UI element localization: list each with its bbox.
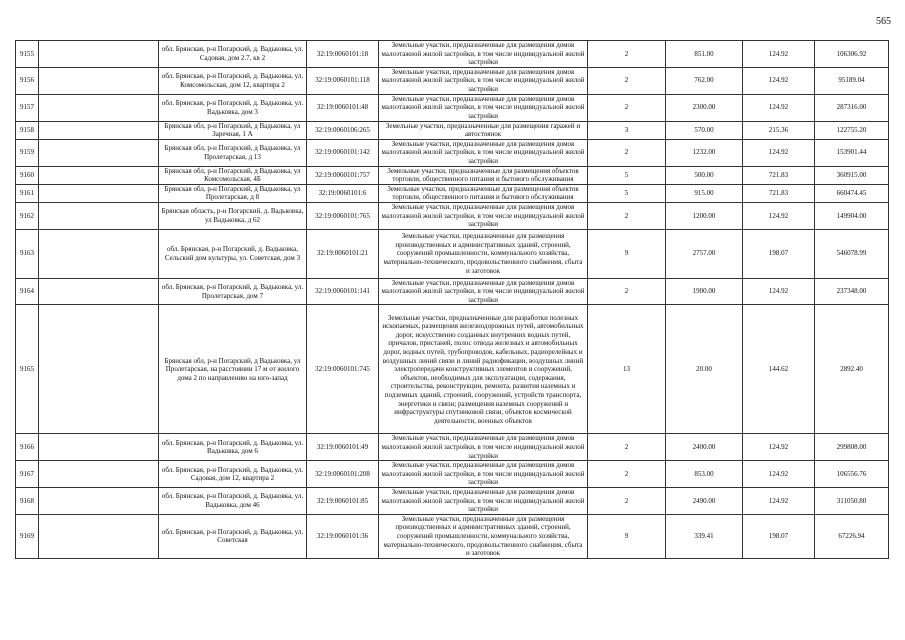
address-cell: Брянская обл, р-н Погарский, д Вадьковка, ул Комсомольская, 4Б <box>159 166 307 184</box>
blank-cell <box>39 121 159 139</box>
table-row <box>16 202 889 229</box>
group-cell: 2 <box>588 94 666 121</box>
address-cell: Брянская область, р-н Погарский, д. Вадьковка, ул Вадьковка, д 62 <box>159 202 307 229</box>
rate-cell: 124.92 <box>743 202 815 229</box>
rate-cell: 215.36 <box>743 121 815 139</box>
address-cell: Брянская обл, р-н Погарский, д Вадьковка, ул Заречная, 1 А <box>159 121 307 139</box>
rate-cell: 198.07 <box>743 514 815 558</box>
rate-cell: 144.62 <box>743 305 815 434</box>
table-row <box>16 305 889 434</box>
blank-cell <box>39 305 159 434</box>
row-number: 9163 <box>16 229 39 278</box>
row-number: 9164 <box>16 278 39 305</box>
rate-cell: 124.92 <box>743 67 815 94</box>
rate-cell: 124.92 <box>743 278 815 305</box>
area-cell: 762.00 <box>666 67 743 94</box>
cadastral-value-cell: 287316.00 <box>815 94 889 121</box>
area-cell: 1232.00 <box>666 139 743 166</box>
blank-cell <box>39 67 159 94</box>
cadastral-number-cell: 32:19:0060101:6 <box>307 184 379 202</box>
cadastral-value-cell: 660474.45 <box>815 184 889 202</box>
page-number: 565 <box>876 16 891 27</box>
land-use-cell: Земельные участки, предназначенные для размещения производственных и административных зданий, строений, сооружений промышленности, коммунального хозяйства, материально-технического, продовольственного снабжения, сбыта и заготовок <box>379 229 588 278</box>
rate-cell: 124.92 <box>743 41 815 68</box>
area-cell: 2490.00 <box>666 488 743 515</box>
cadastral-value-cell: 149904.00 <box>815 202 889 229</box>
group-cell: 2 <box>588 278 666 305</box>
area-cell: 570.00 <box>666 121 743 139</box>
group-cell: 2 <box>588 434 666 461</box>
land-use-cell: Земельные участки, предназначенные для размещения домов малоэтажной жилой застройки, в том числе индивидуальной жилой застройки <box>379 202 588 229</box>
row-number: 9157 <box>16 94 39 121</box>
area-cell: 2400.00 <box>666 434 743 461</box>
table-row <box>16 184 889 202</box>
cadastral-number-cell: 32:19:0060101:208 <box>307 461 379 488</box>
blank-cell <box>39 202 159 229</box>
row-number: 9160 <box>16 166 39 184</box>
cadastral-value-cell: 237348.00 <box>815 278 889 305</box>
cadastral-number-cell: 32:19:0060101:48 <box>307 94 379 121</box>
cadastral-value-cell: 67226.94 <box>815 514 889 558</box>
rate-cell: 721.83 <box>743 166 815 184</box>
area-cell: 500.00 <box>666 166 743 184</box>
blank-cell <box>39 94 159 121</box>
rate-cell: 124.92 <box>743 94 815 121</box>
table-row <box>16 41 889 68</box>
land-use-cell: Земельные участки, предназначенные для разработки полезных ископаемых, размещения железнодорожных путей, автомобильных дорог, искусственно созданных внутренних водных путей, причалов, пристаней, полос отвода железных и автомобильных дорог, водных путей, трубопроводов, кабельных, радиорелейных и воздушных линий связи и линий радиофикации, воздушных линий электропередачи конструктивных элементов и сооружений, объектов, необходимых для эксплуатации, содержания, строительства, реконструкции, ремонта, развития наземных и подземных зданий, строений, сооружений, устройств транспорта, энергетики и связи; размещения наземных сооружений и инфраструктуры спутниковой связи, объектов космической деятельности, военных объектов <box>379 305 588 434</box>
address-cell: Брянская обл, р-н Погарский, д Вадьковка, ул Пролетарская, д 13 <box>159 139 307 166</box>
table-row <box>16 229 889 278</box>
rate-cell: 124.92 <box>743 434 815 461</box>
address-cell: обл. Брянская, р-н Погарский, д. Вадьковка, ул. Вадьковка, дом 6 <box>159 434 307 461</box>
group-cell: 2 <box>588 139 666 166</box>
cadastral-value-cell: 299808.00 <box>815 434 889 461</box>
area-cell: 1900.00 <box>666 278 743 305</box>
row-number: 9158 <box>16 121 39 139</box>
table-row <box>16 514 889 558</box>
group-cell: 2 <box>588 461 666 488</box>
group-cell: 5 <box>588 166 666 184</box>
table-row <box>16 434 889 461</box>
rate-cell: 198.07 <box>743 229 815 278</box>
cadastral-value-cell: 2892.40 <box>815 305 889 434</box>
row-number: 9156 <box>16 67 39 94</box>
group-cell: 2 <box>588 67 666 94</box>
cadastral-number-cell: 32:19:0060106:265 <box>307 121 379 139</box>
cadastral-value-cell: 106556.76 <box>815 461 889 488</box>
rate-cell: 124.92 <box>743 461 815 488</box>
table-row <box>16 488 889 515</box>
address-cell: обл. Брянская, р-н Погарский, д. Вадьковка, ул. Пролетарская, дом 7 <box>159 278 307 305</box>
cadastral-number-cell: 32:19:0060101:36 <box>307 514 379 558</box>
land-use-cell: Земельные участки, предназначенные для размещения домов малоэтажной жилой застройки, в том числе индивидуальной жилой застройки <box>379 41 588 68</box>
land-use-cell: Земельные участки, предназначенные для размещения домов малоэтажной жилой застройки, в том числе индивидуальной жилой застройки <box>379 94 588 121</box>
area-cell: 339.41 <box>666 514 743 558</box>
blank-cell <box>39 166 159 184</box>
area-cell: 853.00 <box>666 461 743 488</box>
area-cell: 915.00 <box>666 184 743 202</box>
cadastral-number-cell: 32:19:0060101:142 <box>307 139 379 166</box>
row-number: 9162 <box>16 202 39 229</box>
cadastral-value-cell: 122755.20 <box>815 121 889 139</box>
land-use-cell: Земельные участки, предназначенные для размещения объектов торговли, общественного питания и бытового обслуживания <box>379 184 588 202</box>
area-cell: 2757.00 <box>666 229 743 278</box>
address-cell: обл. Брянская, р-н Погарский, д. Вадьковка, ул. Комсомольская, дом 12, квартира 2 <box>159 67 307 94</box>
cadastral-value-cell: 106306.92 <box>815 41 889 68</box>
cadastral-number-cell: 32:19:0060101:21 <box>307 229 379 278</box>
blank-cell <box>39 278 159 305</box>
table-row <box>16 67 889 94</box>
land-use-cell: Земельные участки, предназначенные для размещения гаражей и автостоянок <box>379 121 588 139</box>
cadastral-number-cell: 32:19:0060101:757 <box>307 166 379 184</box>
group-cell: 9 <box>588 514 666 558</box>
blank-cell <box>39 514 159 558</box>
row-number: 9155 <box>16 41 39 68</box>
address-cell: обл. Брянская, р-н Погарский, д. Вадьковка, ул. Садовая, дом 12, квартира 2 <box>159 461 307 488</box>
table-row <box>16 94 889 121</box>
address-cell: Брянская обл, р-н Погарский, д Вадьковка, ул Пролетарская, д 8 <box>159 184 307 202</box>
area-cell: 2300.00 <box>666 94 743 121</box>
blank-cell <box>39 434 159 461</box>
area-cell: 1200.00 <box>666 202 743 229</box>
group-cell: 2 <box>588 488 666 515</box>
land-use-cell: Земельные участки, предназначенные для размещения домов малоэтажной жилой застройки, в том числе индивидуальной жилой застройки <box>379 461 588 488</box>
land-use-cell: Земельные участки, предназначенные для размещения домов малоэтажной жилой застройки, в том числе индивидуальной жилой застройки <box>379 67 588 94</box>
group-cell: 2 <box>588 41 666 68</box>
cadastral-number-cell: 32:19:0060101:141 <box>307 278 379 305</box>
land-use-cell: Земельные участки, предназначенные для размещения домов малоэтажной жилой застройки, в том числе индивидуальной жилой застройки <box>379 488 588 515</box>
row-number: 9159 <box>16 139 39 166</box>
address-cell: обл. Брянская, р-н Погарский, д. Вадьковка, ул. Вадьковка, дом 3 <box>159 94 307 121</box>
cadastral-value-table <box>15 40 889 559</box>
row-number: 9167 <box>16 461 39 488</box>
table-row <box>16 461 889 488</box>
blank-cell <box>39 461 159 488</box>
cadastral-value-cell: 95189.04 <box>815 67 889 94</box>
row-number: 9161 <box>16 184 39 202</box>
row-number: 9169 <box>16 514 39 558</box>
address-cell: Брянская обл, р-н Погарский, д Вадьковка, ул Пролетарская, на расстоянии 17 м от жилого дома 2 по направлению на юго-запад <box>159 305 307 434</box>
blank-cell <box>39 184 159 202</box>
blank-cell <box>39 41 159 68</box>
land-use-cell: Земельные участки, предназначенные для размещения домов малоэтажной жилой застройки, в том числе индивидуальной жилой застройки <box>379 434 588 461</box>
table-row <box>16 278 889 305</box>
row-number: 9168 <box>16 488 39 515</box>
cadastral-number-cell: 32:19:0060101:765 <box>307 202 379 229</box>
address-cell: обл. Брянская, р-н Погарский, д. Вадьковка, Сельский дом культуры, ул. Советская, дом 3 <box>159 229 307 278</box>
land-use-cell: Земельные участки, предназначенные для размещения производственных и административных зданий, строений, сооружений промышленности, коммунального хозяйства, материально-технического, продовольственного снабжения, сбыта и заготовок <box>379 514 588 558</box>
cadastral-number-cell: 32:19:0060101:49 <box>307 434 379 461</box>
cadastral-value-cell: 546078.99 <box>815 229 889 278</box>
area-cell: 851.00 <box>666 41 743 68</box>
group-cell: 9 <box>588 229 666 278</box>
rate-cell: 124.92 <box>743 139 815 166</box>
cadastral-number-cell: 32:19:0060101:85 <box>307 488 379 515</box>
blank-cell <box>39 229 159 278</box>
address-cell: обл. Брянская, р-н Погарский, д. Вадьковка, ул. Советская <box>159 514 307 558</box>
cadastral-value-cell: 360915.00 <box>815 166 889 184</box>
table-body <box>16 41 889 559</box>
land-use-cell: Земельные участки, предназначенные для размещения домов малоэтажной жилой застройки, в том числе индивидуальной жилой застройки <box>379 139 588 166</box>
table-row <box>16 166 889 184</box>
group-cell: 13 <box>588 305 666 434</box>
group-cell: 3 <box>588 121 666 139</box>
land-use-cell: Земельные участки, предназначенные для размещения объектов торговли, общественного питания и бытового обслуживания <box>379 166 588 184</box>
table-row <box>16 139 889 166</box>
address-cell: обл. Брянская, р-н Погарский, д. Вадьковка, ул. Садовая, дом 2.7, кв 2 <box>159 41 307 68</box>
rate-cell: 721.83 <box>743 184 815 202</box>
cadastral-number-cell: 32:19:0060101:118 <box>307 67 379 94</box>
land-use-cell: Земельные участки, предназначенные для размещения домов малоэтажной жилой застройки, в том числе индивидуальной жилой застройки <box>379 278 588 305</box>
address-cell: обл. Брянская, р-н Погарский, д. Вадьковка, ул. Вадьковка, дом 46 <box>159 488 307 515</box>
cadastral-number-cell: 32:19:0060101:18 <box>307 41 379 68</box>
cadastral-value-cell: 311050.80 <box>815 488 889 515</box>
group-cell: 5 <box>588 184 666 202</box>
table-row <box>16 121 889 139</box>
cadastral-value-cell: 153901.44 <box>815 139 889 166</box>
cadastral-number-cell: 32:19:0060101:745 <box>307 305 379 434</box>
row-number: 9165 <box>16 305 39 434</box>
group-cell: 2 <box>588 202 666 229</box>
rate-cell: 124.92 <box>743 488 815 515</box>
row-number: 9166 <box>16 434 39 461</box>
blank-cell <box>39 488 159 515</box>
blank-cell <box>39 139 159 166</box>
area-cell: 20.00 <box>666 305 743 434</box>
